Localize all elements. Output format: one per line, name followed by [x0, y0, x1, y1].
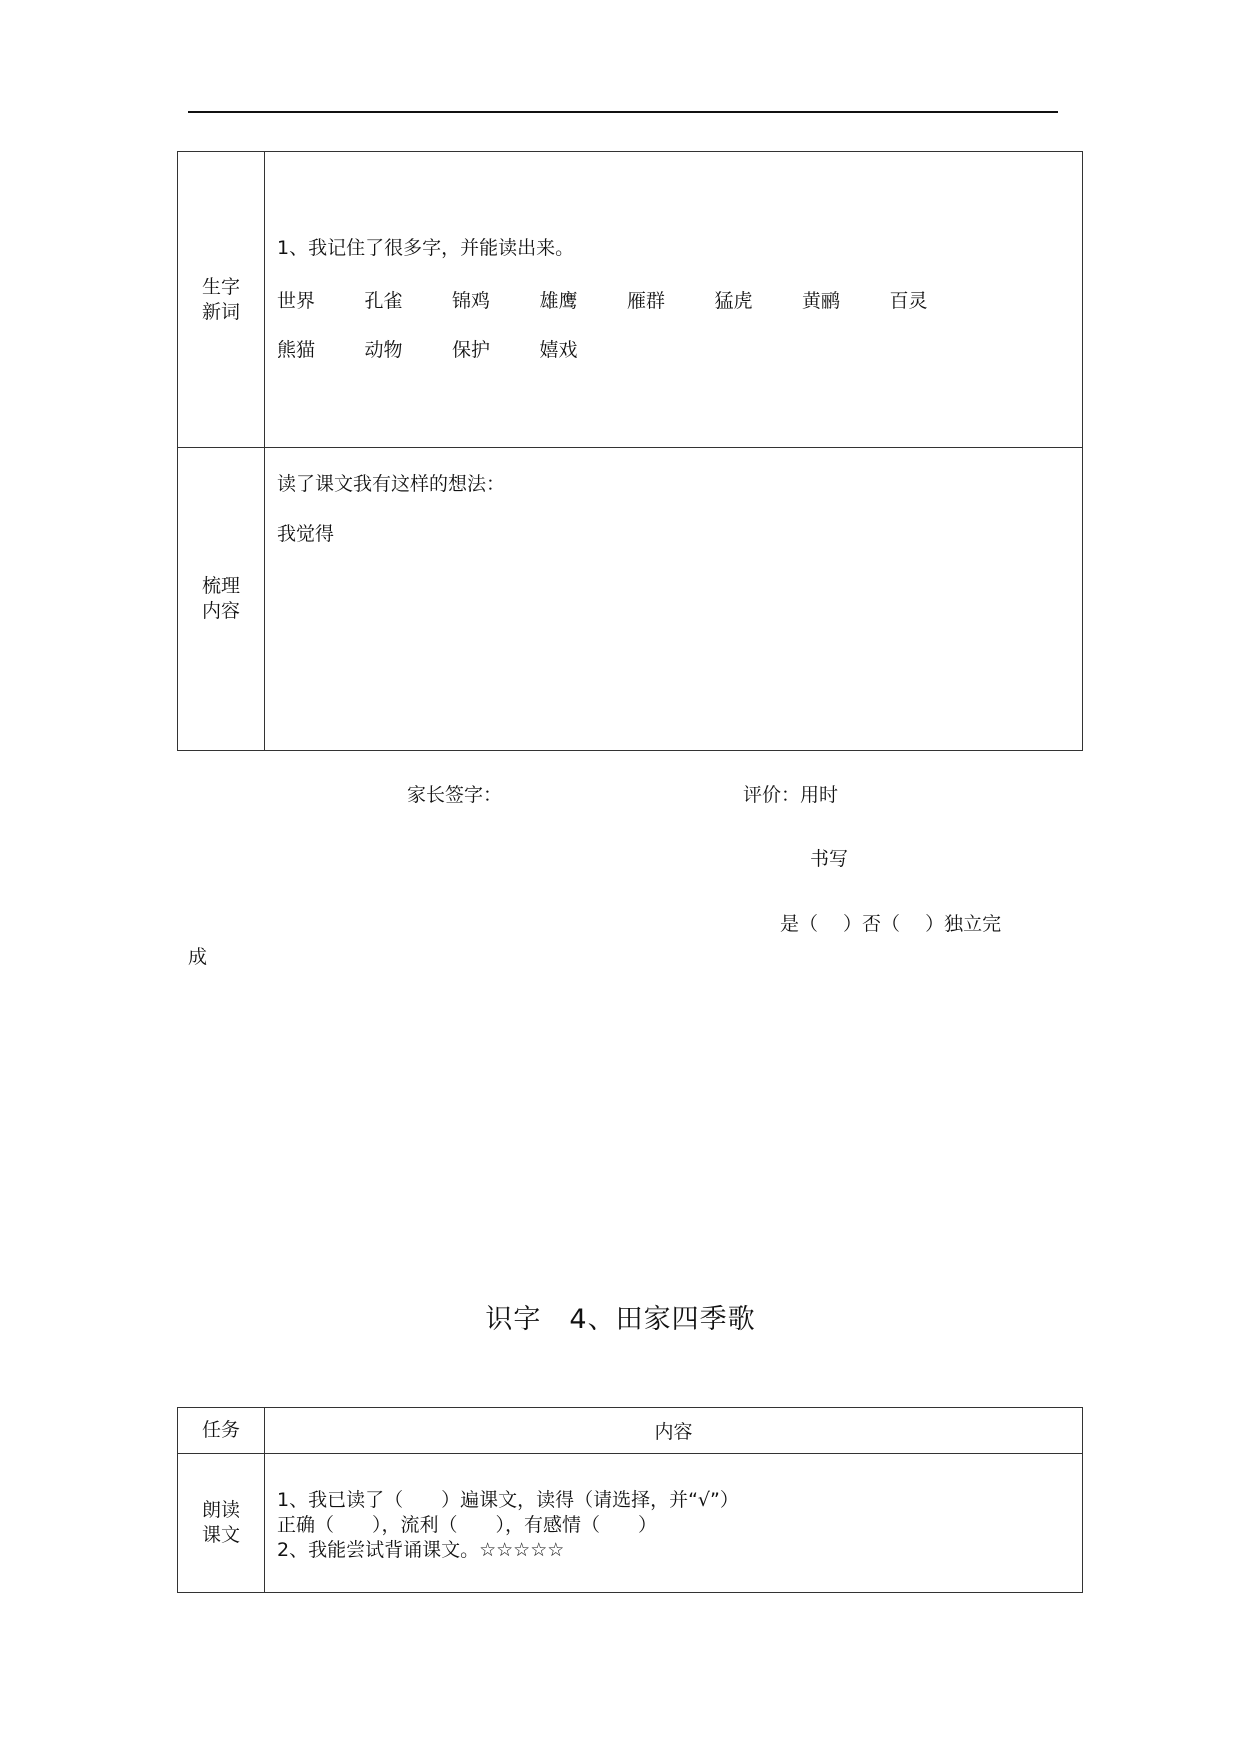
writing-label: 书写	[810, 848, 849, 870]
header-task-text: 任务	[201, 1419, 240, 1441]
vocab-word: 孔雀	[364, 290, 403, 312]
label-new-words-line1: 生字	[201, 275, 240, 298]
evaluation-time-label: 评价：用时	[743, 784, 839, 806]
study-table-lesson3	[177, 151, 1083, 751]
reading-line-3: 2、我能尝试背诵课文。☆☆☆☆☆	[277, 1539, 565, 1561]
parent-signature-label: 家长签字：	[407, 784, 503, 806]
summary-content-cell	[265, 448, 1083, 751]
label-summary	[178, 448, 265, 751]
label-summary-line1: 梳理	[201, 575, 240, 597]
table-row-new-words	[178, 152, 1083, 448]
vocab-word: 保护	[452, 339, 491, 361]
vocab-word: 猛虎	[714, 290, 753, 312]
reading-line-2: 正确（ ），流利（ ），有感情（ ）	[277, 1514, 658, 1536]
new-words-content-cell	[265, 152, 1083, 448]
table-row-reading	[178, 1454, 1083, 1593]
vocab-word: 嬉戏	[539, 339, 578, 361]
reading-line-1: 1、我已读了（ ）遍课文，读得（请选择，并“√”）	[277, 1489, 739, 1511]
table-header-row	[178, 1408, 1083, 1454]
vocab-word: 动物	[364, 339, 403, 361]
summary-prompt: 读了课文我有这样的想法：	[277, 473, 506, 495]
vocab-word: 锦鸡	[452, 290, 491, 312]
vocab-word: 雄鹰	[539, 290, 578, 312]
label-reading-line2: 课文	[201, 1524, 240, 1546]
header-content	[265, 1408, 1083, 1454]
vocab-word: 熊猫	[277, 339, 316, 361]
label-summary-line2: 内容	[201, 600, 240, 622]
label-reading-line1: 朗读	[201, 1499, 240, 1521]
new-words-instruction: 1、我记住了很多字，并能读出来。	[277, 237, 575, 259]
header-rule	[188, 111, 1058, 113]
table-row-summary	[178, 448, 1083, 751]
independent-completion-label-cont: 成	[188, 946, 208, 968]
lesson-title: 识字 4、田家四季歌	[485, 1304, 756, 1335]
header-content-text: 内容	[654, 1421, 693, 1443]
study-table-lesson4	[177, 1407, 1083, 1593]
vocab-word: 百灵	[889, 290, 928, 312]
label-reading	[178, 1454, 265, 1593]
header-task	[178, 1408, 265, 1454]
reading-content-cell	[265, 1454, 1083, 1593]
independent-completion-label: 是（ ）否（ ）独立完	[780, 913, 1002, 935]
vocab-word: 雁群	[627, 290, 666, 312]
vocab-word: 黄鹂	[802, 290, 841, 312]
vocab-word: 世界	[277, 290, 316, 312]
label-new-words-line2: 新词	[201, 300, 240, 323]
label-new-words	[178, 152, 265, 448]
summary-starter: 我觉得	[277, 523, 335, 545]
